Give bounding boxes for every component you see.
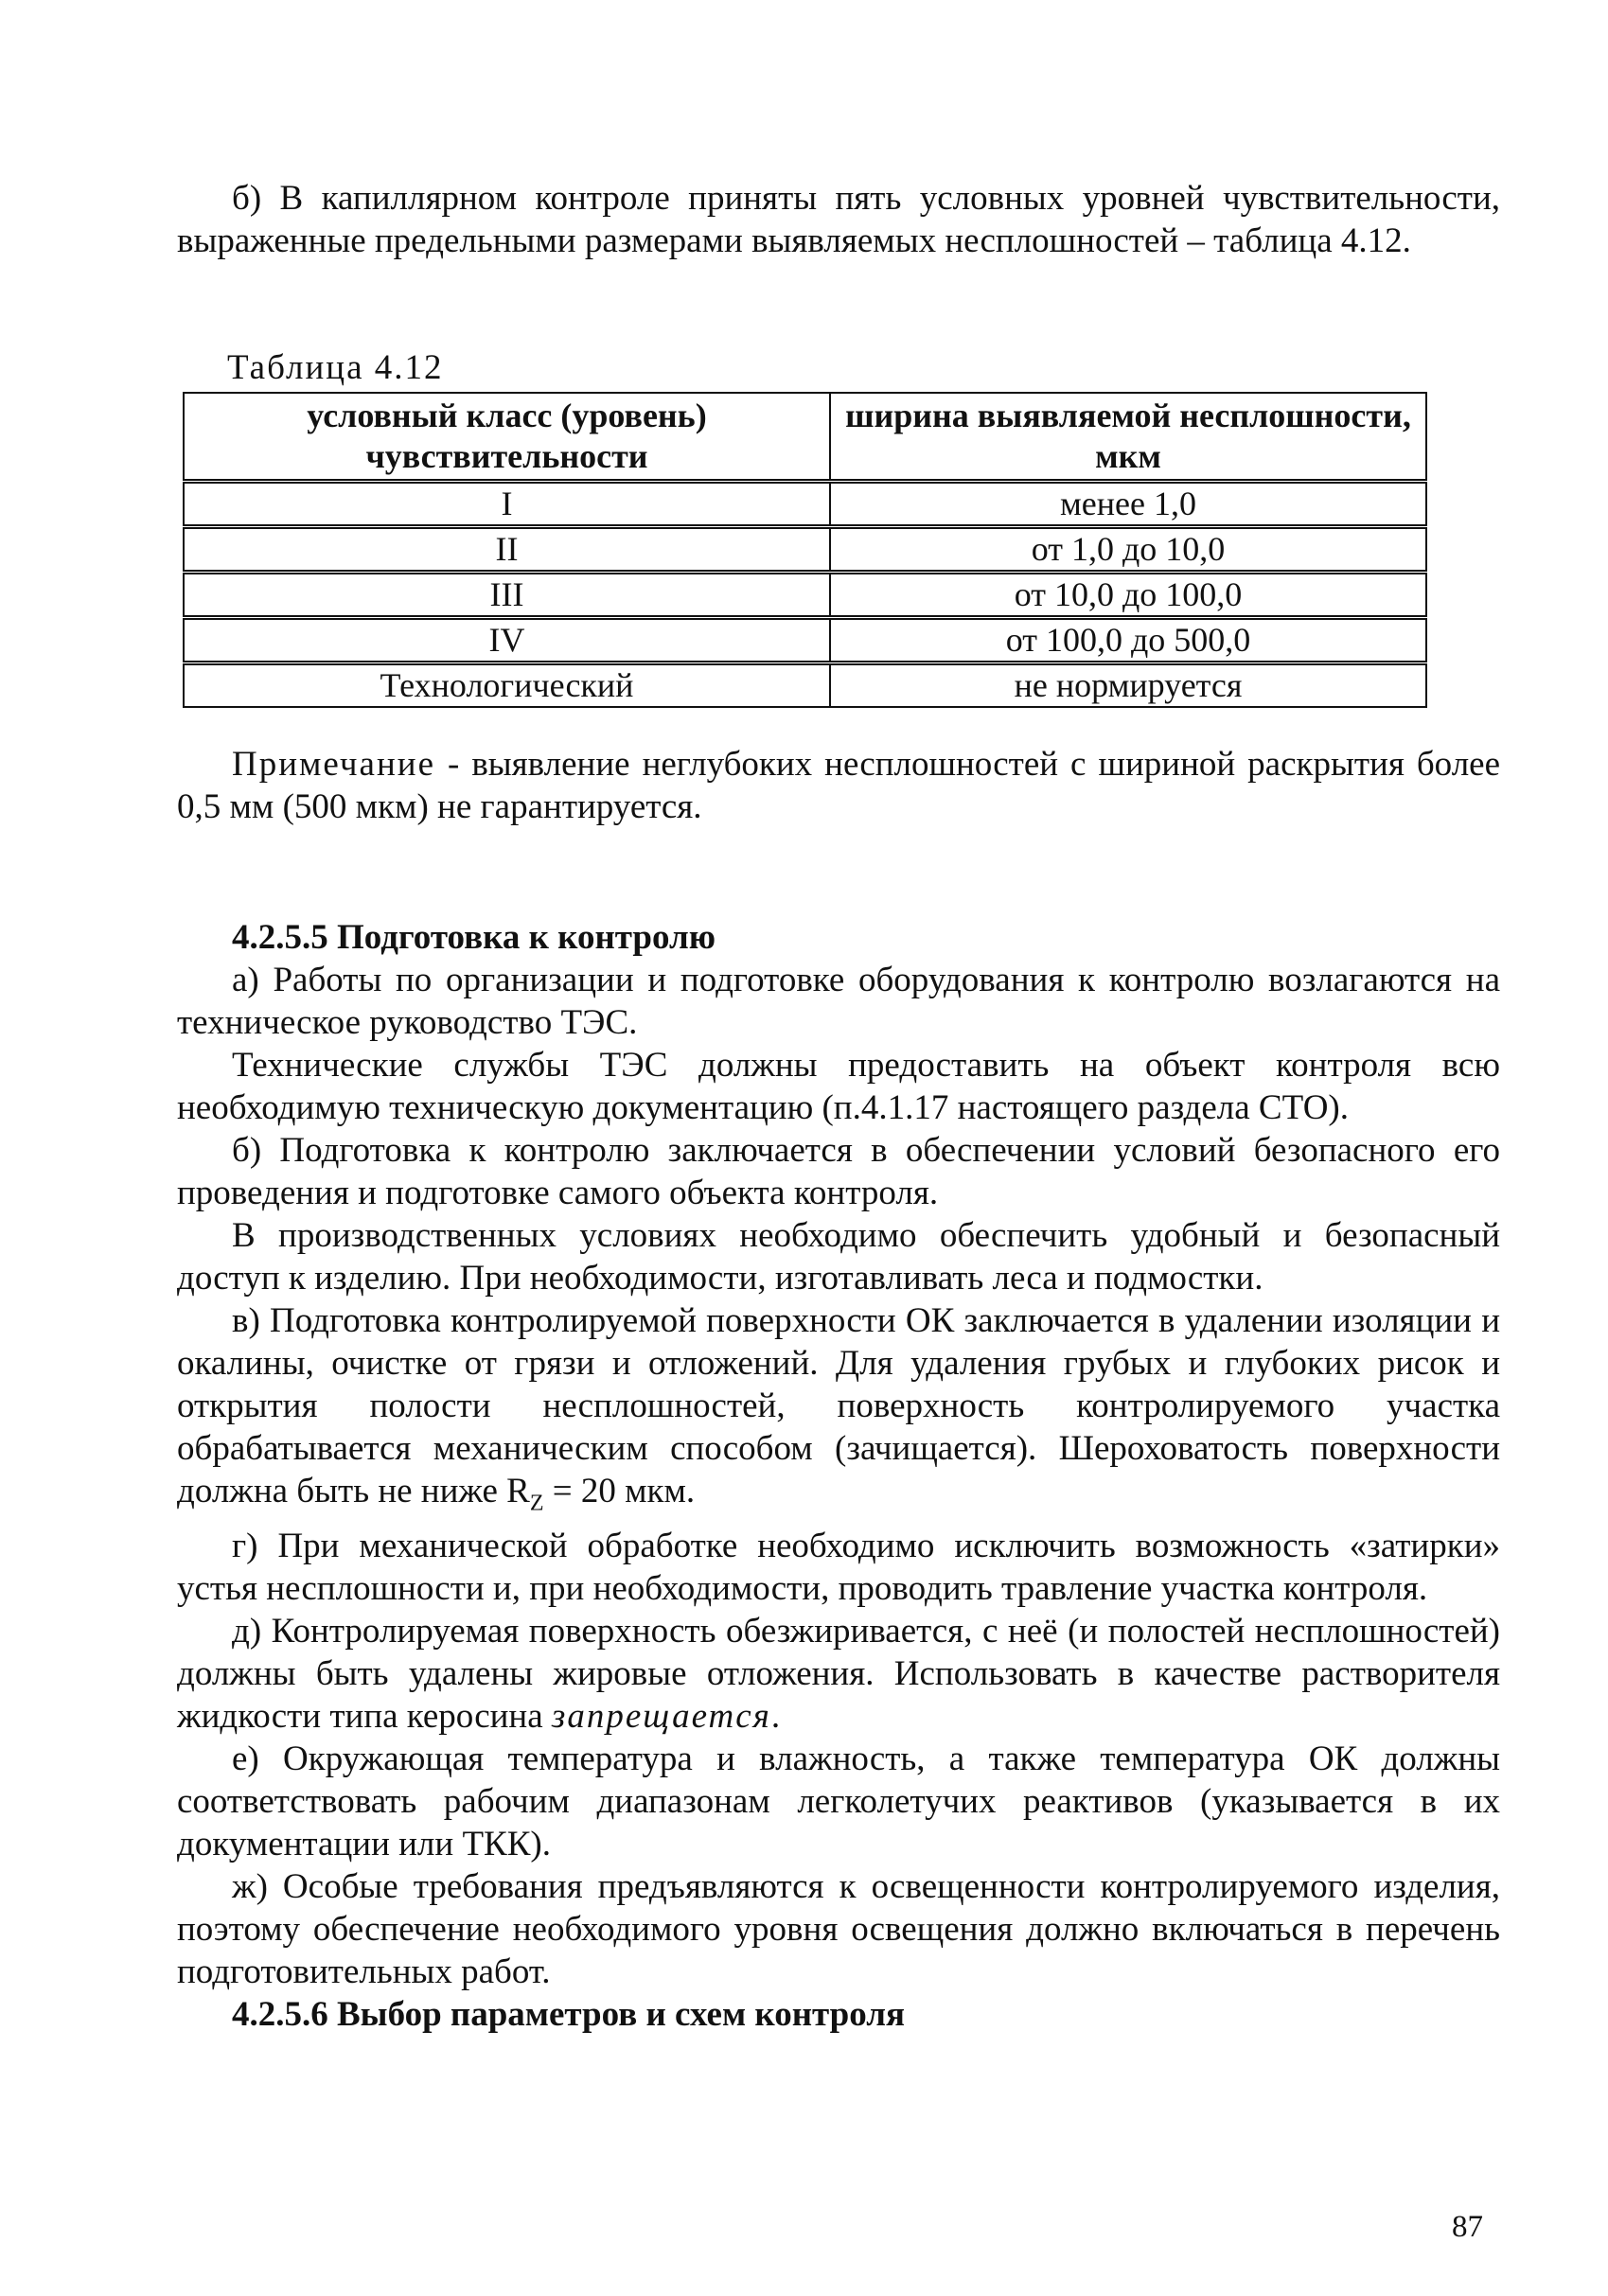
paragraph-d-text: д) Контролируемая поверхность обезжиривается, с неё (и полостей несплошностей) должны быть удалены жировые отложения. Использовать в качестве растворителя жидкости типа керосина — [177, 1612, 1500, 1737]
table-cell-class: III — [184, 573, 830, 618]
table-cell-width: от 10,0 до 100,0 — [830, 573, 1426, 618]
roughness-subscript: Z — [529, 1491, 544, 1516]
section-4255-body — [177, 916, 1500, 2036]
table-cell-width: от 1,0 до 10,0 — [830, 527, 1426, 573]
table-cell-class: Технологический — [184, 663, 830, 708]
paragraph-d — [177, 1610, 1500, 1738]
paragraph-d-end: . — [770, 1697, 781, 1737]
section-4256-heading: 4.2.5.6 Выбор параметров и схем контроля — [232, 1995, 906, 2035]
table-row — [184, 527, 1426, 573]
table-header-row — [184, 393, 1426, 482]
note-label: Примечание — [232, 745, 435, 784]
header-sensitivity-class: условный класс (уровень) чувствительности — [184, 393, 830, 482]
table-row — [184, 482, 1426, 527]
paragraph-b: б) Подготовка к контролю заключается в обеспечении условий безопасного его проведения и подготовке самого объекта контроля. — [177, 1131, 1500, 1212]
paragraph-production-conditions: В производственных условиях необходимо обеспечить удобный и безопасный доступ к изделию. При необходимости, изготавливать леса и подмостки. — [177, 1216, 1500, 1298]
page-number: 87 — [1452, 2210, 1483, 2244]
table-caption: Таблица 4.12 — [227, 348, 444, 387]
table-cell-width: от 100,0 до 500,0 — [830, 618, 1426, 663]
table-row — [184, 618, 1426, 663]
table-row — [184, 573, 1426, 618]
table-cell-class: I — [184, 482, 830, 527]
table-cell-class: IV — [184, 618, 830, 663]
table-row — [184, 663, 1426, 708]
paragraph-v — [177, 1299, 1500, 1525]
header-defect-width: ширина выявляемой несплошности, мкм — [830, 393, 1426, 482]
paragraph-g: г) При механической обработке необходимо исключить возможность «затирки» устья несплошности и, при необходимости, проводить травление участка контроля. — [177, 1527, 1500, 1609]
paragraph-d-emphasis: запрещается — [551, 1697, 771, 1737]
paragraph-e: е) Окружающая температура и влажность, а также температура ОК должны соответствовать рабочим диапазонам легколетучих реактивов (указывается в их документации или ТКК). — [177, 1740, 1500, 1864]
sensitivity-table — [183, 392, 1427, 708]
table-cell-class: II — [184, 527, 830, 573]
paragraph-v-end: = 20 мкм. — [543, 1472, 696, 1510]
section-4255-heading: 4.2.5.5 Подготовка к контролю — [232, 918, 716, 957]
paragraph-zh: ж) Особые требования предъявляются к освещенности контролируемого изделия, поэтому обеспечение необходимого уровня освещения должно включаться в перечень подготовительных работ. — [177, 1867, 1500, 1992]
table-cell-width: менее 1,0 — [830, 482, 1426, 527]
paragraph-tech-services: Технические службы ТЭС должны предоставить на объект контроля всю необходимую техническую документацию (п.4.1.17 настоящего раздела СТО). — [177, 1046, 1500, 1127]
table-note — [177, 743, 1500, 828]
table-cell-width: не нормируется — [830, 663, 1426, 708]
paragraph-v-text: в) Подготовка контролируемой поверхности ОК заключается в удалении изоляции и окалины, очистке от грязи и отложений. Для удаления грубых и глубоких рисок и открытия полости несплошностей, поверхность контролируемого участка обрабатывается механическим способом (зачищается). Шероховатость поверхности должна быть не ниже R — [177, 1301, 1500, 1510]
paragraph-a: а) Работы по организации и подготовке оборудования к контролю возлагаются на техническое руководство ТЭС. — [177, 961, 1500, 1042]
note-text: - выявление неглубоких несплошностей с шириной раскрытия более 0,5 мм (500 мкм) не гарантируется. — [177, 745, 1500, 826]
intro-paragraph: б) В капиллярном контроле приняты пять условных уровней чувствительности, выраженные предельными размерами выявляемых несплошностей – таблица 4.12. — [177, 179, 1500, 260]
